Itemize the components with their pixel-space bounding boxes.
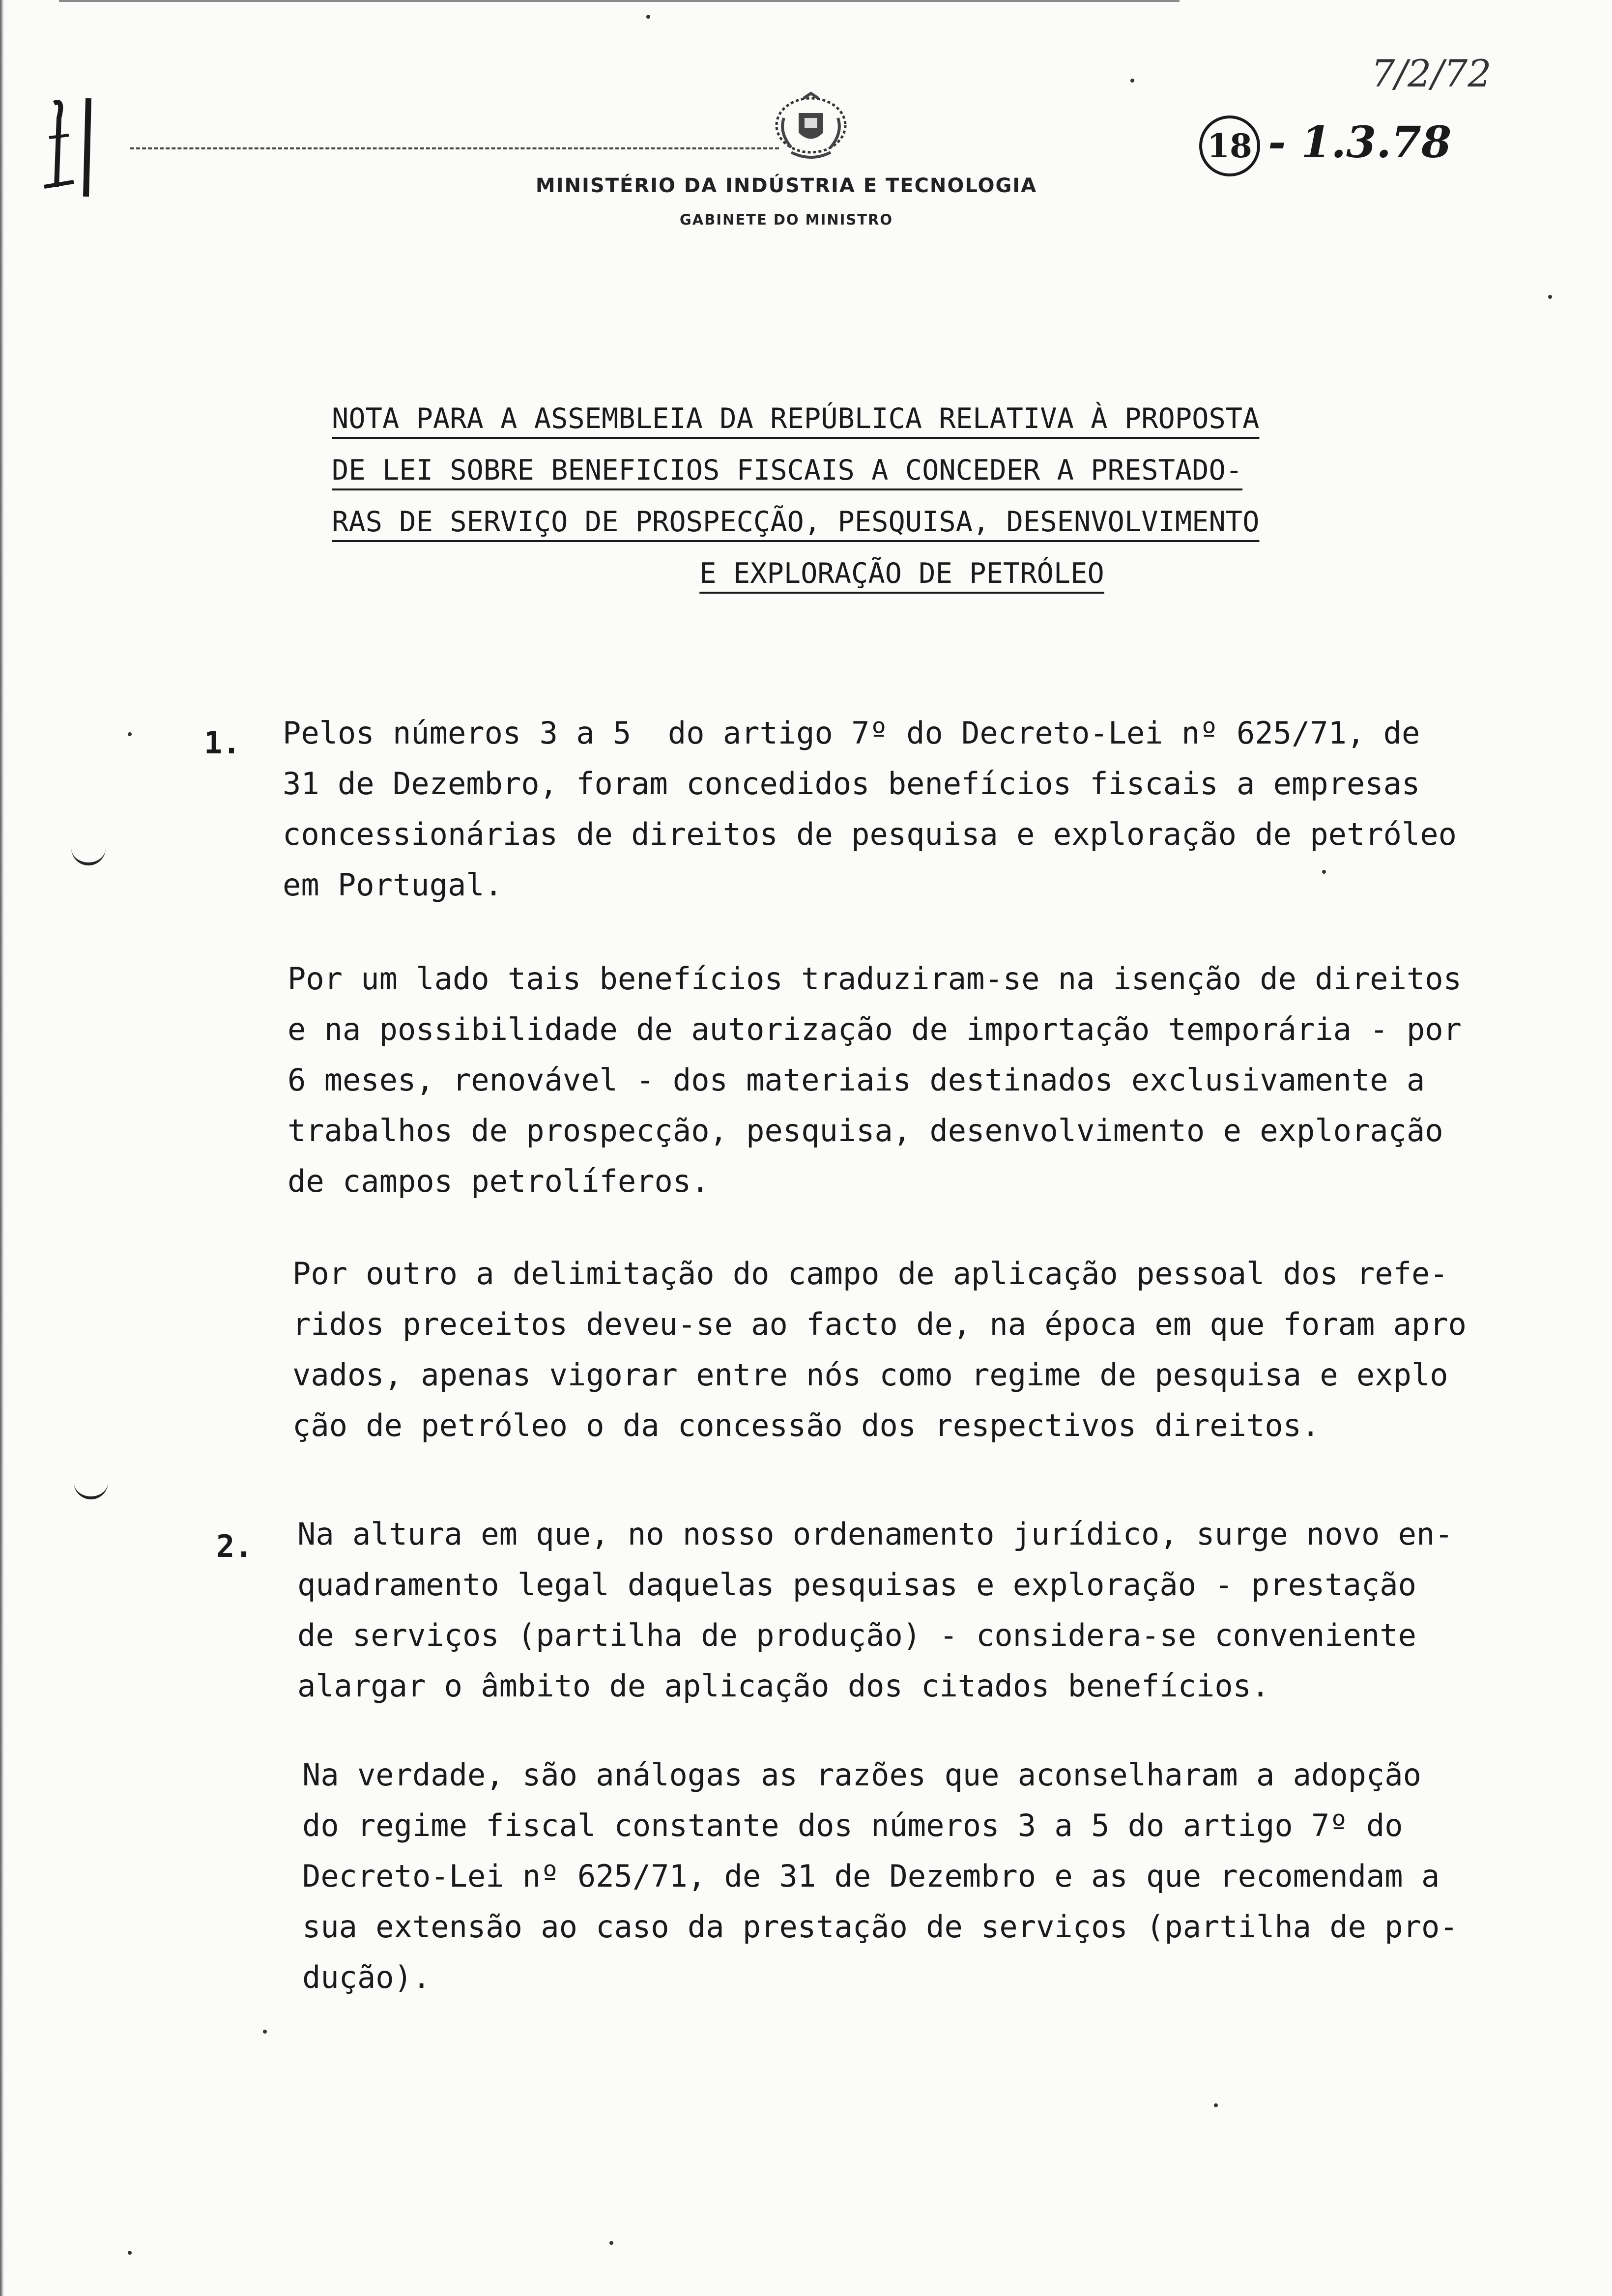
cabinet-name: GABINETE DO MINISTRO [679, 211, 893, 228]
paragraph [297, 1509, 1453, 1711]
text-line: Na verdade, são análogas as razões que aconselharam a adopção [302, 1757, 1421, 1793]
text-line: ção de petróleo o da concessão dos respectivos direitos. [292, 1407, 1320, 1443]
top-rule [59, 0, 1180, 2]
scan-speck [1214, 2103, 1218, 2107]
text-line: 31 de Dezembro, foram concedidos benefícios fiscais a empresas [283, 766, 1420, 802]
scan-speck [1130, 79, 1134, 83]
section-number: 1. [204, 725, 241, 761]
text-line: Na altura em que, no nosso ordenamento jurídico, surge novo en- [297, 1516, 1453, 1552]
section-number: 2. [216, 1528, 253, 1564]
scan-edge [0, 0, 4, 2296]
text-line: trabalhos de prospecção, pesquisa, desenvolvimento e exploração [288, 1113, 1443, 1148]
scan-speck [1322, 870, 1326, 874]
text-line: dução). [302, 1959, 431, 1995]
paragraph [302, 1750, 1458, 2003]
scan-speck [263, 2030, 267, 2034]
paragraph [288, 953, 1462, 1206]
title-line: NOTA PARA A ASSEMBLEIA DA REPÚBLICA RELATIVA À PROPOSTA [332, 402, 1260, 435]
margin-tick-icon [74, 1477, 108, 1499]
text-line: Por outro a delimitação do campo de aplicação pessoal dos refe- [292, 1256, 1448, 1292]
text-line: do regime fiscal constante dos números 3 a 5 do artigo 7º do [302, 1808, 1403, 1843]
scan-speck [128, 2251, 132, 2255]
scan-speck [609, 2241, 613, 2245]
text-line: ridos preceitos deveu-se ao facto de, na época em que foram apro [292, 1306, 1467, 1342]
text-line: alargar o âmbito de aplicação dos citados benefícios. [297, 1668, 1270, 1704]
text-line: Pelos números 3 a 5 do artigo 7º do Decreto-Lei nº 625/71, de [283, 715, 1420, 751]
text-line: Por um lado tais benefícios traduziram-se na isenção de direitos [288, 961, 1462, 997]
text-line: vados, apenas vigorar entre nós como regime de pesquisa e explo [292, 1357, 1448, 1393]
header-dashed-line [130, 147, 779, 149]
text-line: sua extensão ao caso da prestação de serviços (partilha de pro- [302, 1909, 1458, 1945]
coat-of-arms-icon [769, 88, 853, 162]
text-line: de campos petrolíferos. [288, 1163, 710, 1199]
text-line: 6 meses, renovável - dos materiais destinados exclusivamente a [288, 1062, 1425, 1098]
ministry-name: MINISTÉRIO DA INDÚSTRIA E TECNOLOGIA [535, 174, 1037, 197]
text-line: em Portugal. [283, 867, 503, 903]
text-line: quadramento legal daquelas pesquisas e exploração - prestação [297, 1567, 1416, 1603]
paragraph [292, 1248, 1467, 1451]
code-suffix: - 1.3.78 [1268, 116, 1452, 168]
text-line: Decreto-Lei nº 625/71, de 31 de Dezembro e as que recomendam a [302, 1858, 1440, 1894]
handwritten-code [1199, 115, 1451, 176]
text-line: e na possibilidade de autorização de importação temporária - por [288, 1011, 1462, 1047]
title-line: DE LEI SOBRE BENEFICIOS FISCAIS A CONCEDER A PRESTADO- [332, 454, 1243, 487]
scan-speck [128, 732, 132, 736]
margin-tick-icon [71, 843, 106, 865]
document-title [332, 393, 1472, 600]
margin-mark-icon [34, 88, 103, 216]
circled-number: 18 [1199, 115, 1260, 176]
scan-speck [1548, 295, 1552, 299]
handwritten-date: 7/2/72 [1371, 52, 1492, 95]
paragraph [283, 708, 1457, 910]
scan-speck [646, 15, 650, 19]
text-line: concessionárias de direitos de pesquisa e exploração de petróleo [283, 816, 1457, 852]
title-line: RAS DE SERVIÇO DE PROSPECÇÃO, PESQUISA, DESENVOLVIMENTO [332, 506, 1260, 538]
text-line: de serviços (partilha de produção) - considera-se conveniente [297, 1617, 1416, 1653]
title-line: E EXPLORAÇÃO DE PETRÓLEO [699, 557, 1104, 590]
